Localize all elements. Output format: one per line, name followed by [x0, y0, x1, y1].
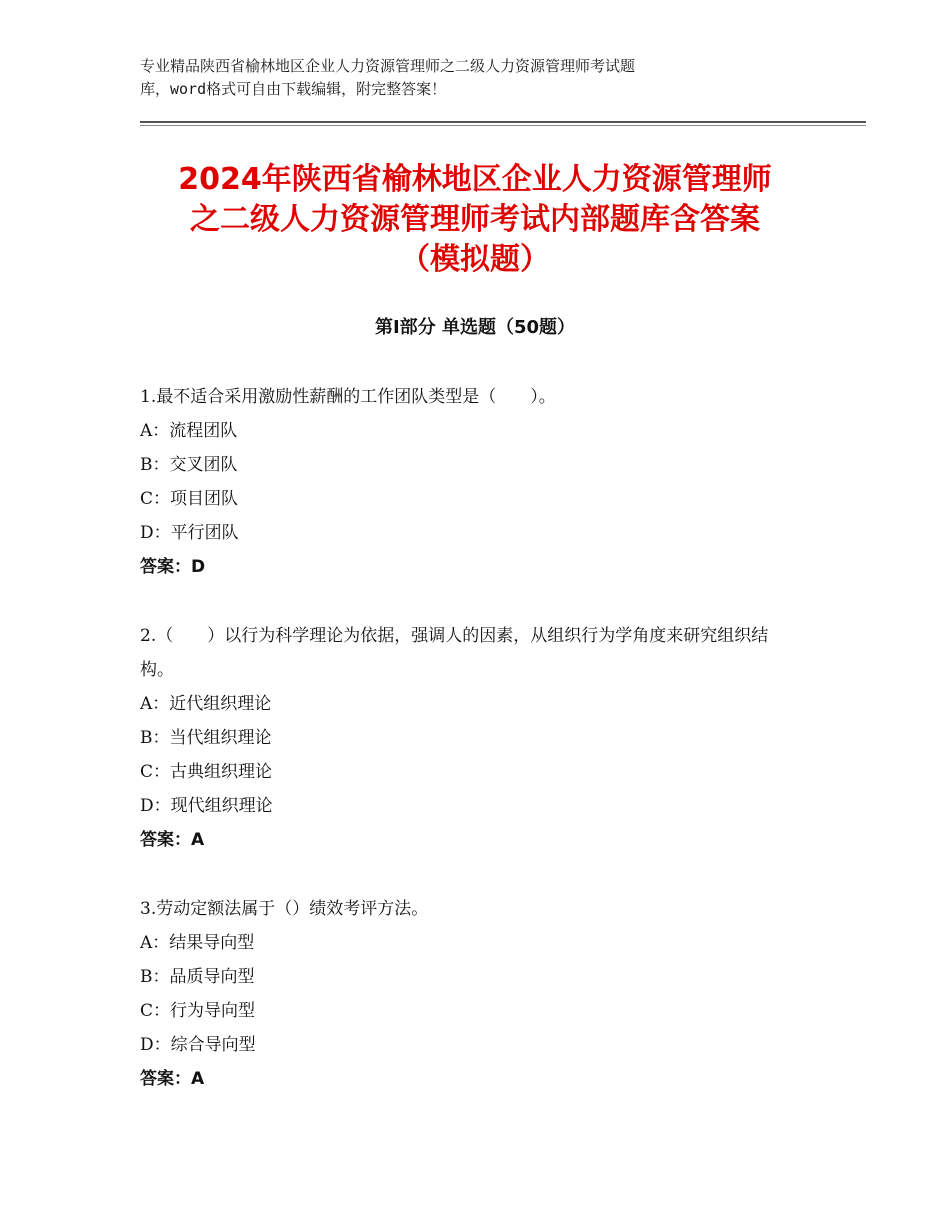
question-stem: 1.最不适合采用激励性薪酬的工作团队类型是（ ）。 — [140, 387, 556, 407]
option-c: C：古典组织理论 — [140, 762, 273, 782]
intro-line-2: 库，word格式可自由下载编辑，附完整答案！ — [140, 80, 447, 98]
answer: 答案：A — [140, 830, 205, 850]
option-b: B：交叉团队 — [140, 455, 238, 475]
question-stem: 2.（ ）以行为科学理论为依据，强调人的因素，从组织行为学角度来研究组织结构。 — [140, 626, 769, 680]
title-line-1: 2024年陕西省榆林地区企业人力资源管理师 — [178, 162, 772, 197]
question-stem: 3.劳动定额法属于（）绩效考评方法。 — [140, 899, 429, 919]
title-line-3: （模拟题） — [400, 242, 550, 277]
header-divider-thick — [140, 121, 866, 123]
question-2 — [140, 619, 840, 857]
question-1 — [140, 380, 840, 584]
option-a: A：流程团队 — [140, 421, 238, 441]
title-line-2: 之二级人力资源管理师考试内部题库含答案 — [190, 202, 760, 237]
intro-text — [140, 55, 780, 101]
option-b: B：当代组织理论 — [140, 728, 272, 748]
document-title — [100, 160, 850, 280]
option-a: A：近代组织理论 — [140, 694, 272, 714]
header-divider-thin — [140, 125, 866, 126]
option-d: D：现代组织理论 — [140, 796, 273, 816]
question-3 — [140, 892, 840, 1096]
section-heading: 第Ⅰ部分 单选题（50题） — [374, 317, 575, 338]
option-c: C：行为导向型 — [140, 1001, 256, 1021]
option-d: D：平行团队 — [140, 523, 239, 543]
option-b: B：品质导向型 — [140, 967, 255, 987]
option-d: D：综合导向型 — [140, 1035, 256, 1055]
option-c: C：项目团队 — [140, 489, 239, 509]
option-a: A：结果导向型 — [140, 933, 255, 953]
intro-line-1: 专业精品陕西省榆林地区企业人力资源管理师之二级人力资源管理师考试题 — [140, 57, 636, 75]
answer: 答案：D — [140, 557, 206, 577]
answer: 答案：A — [140, 1069, 205, 1089]
